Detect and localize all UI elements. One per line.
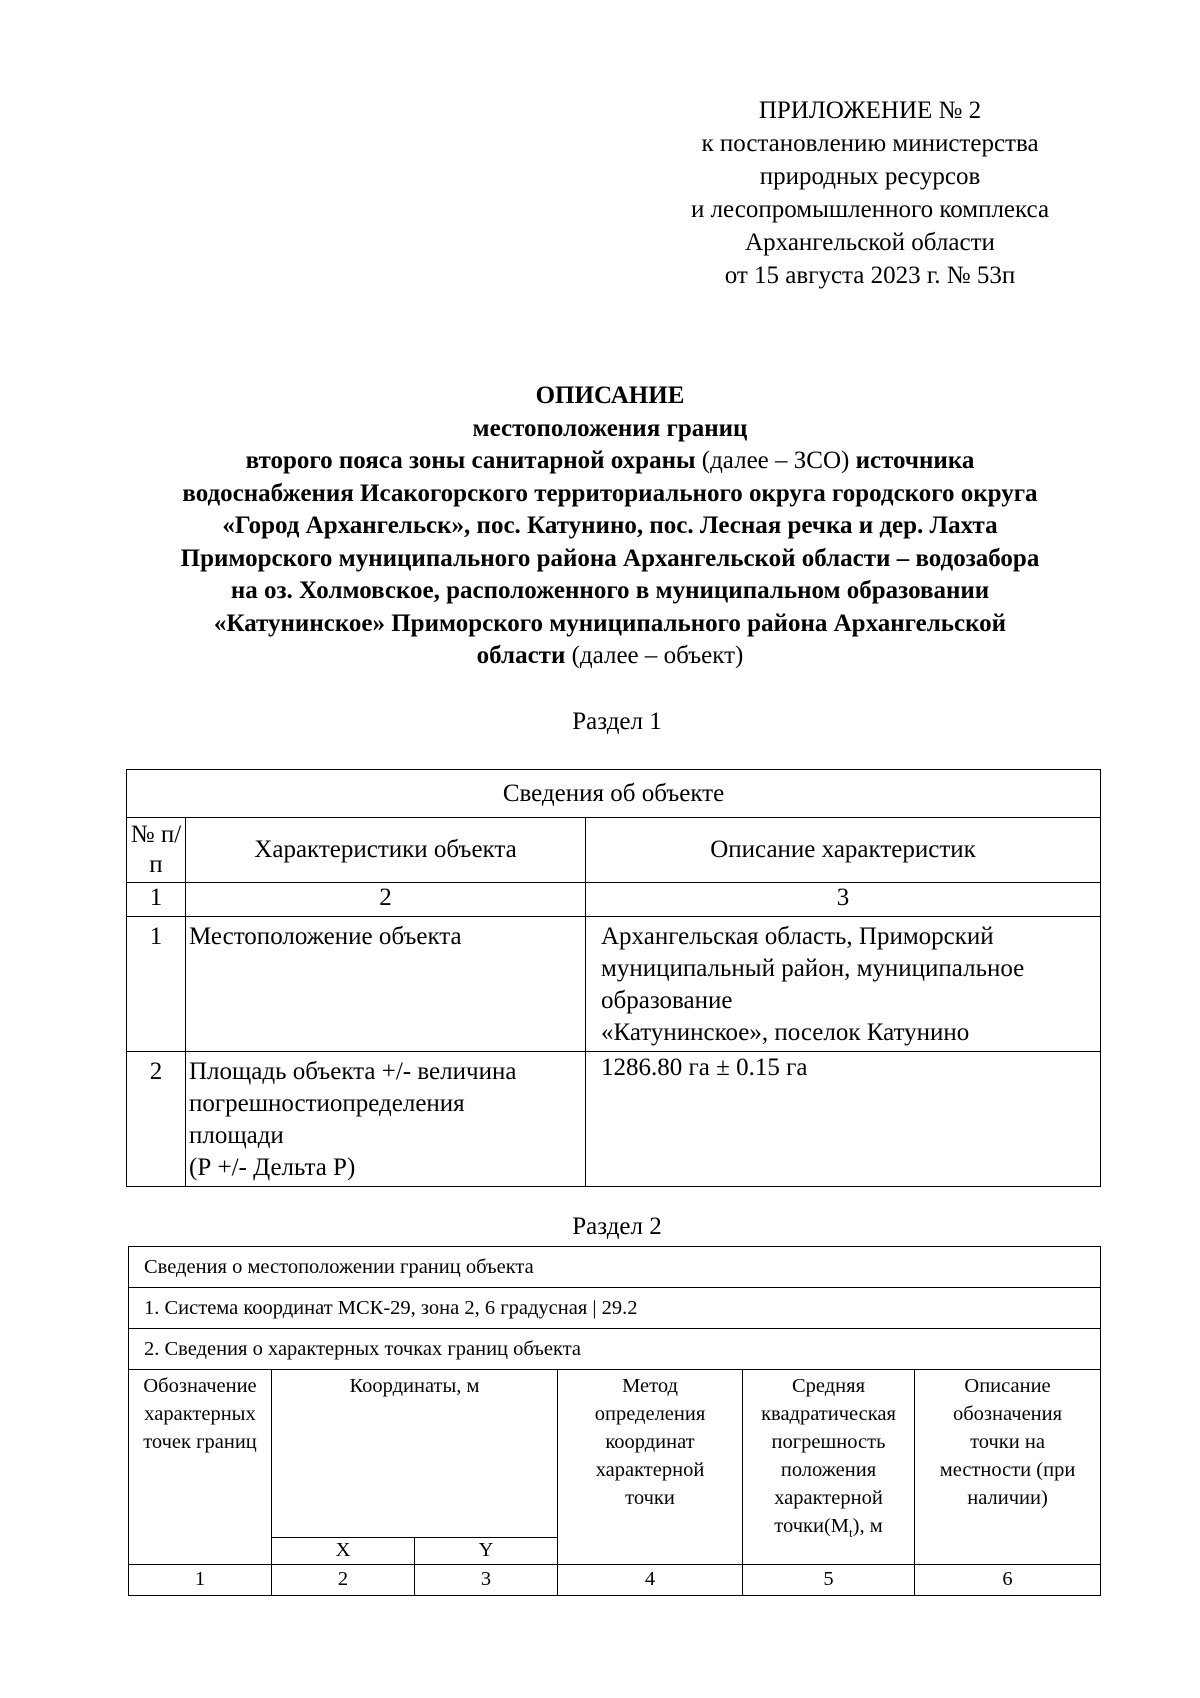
characteristic-line: площади bbox=[189, 1122, 284, 1149]
title-line: «Катунинское» Приморского муниципального района Архангельской bbox=[213, 609, 1007, 637]
title-line: «Город Архангельск», пос. Катунино, пос. Лесная речка и дер. Лахта bbox=[222, 512, 998, 539]
title-line bbox=[118, 445, 1102, 478]
characteristic-line: Площадь объекта +/- величина bbox=[189, 1058, 517, 1085]
title-line bbox=[118, 640, 1102, 673]
table-row bbox=[127, 917, 1101, 1052]
header-subscript: t bbox=[849, 1525, 853, 1541]
section-2-label: Раздел 2 bbox=[572, 1213, 662, 1240]
column-number: 1 bbox=[129, 1565, 272, 1596]
column-header-characteristic: Характеристики объекта bbox=[186, 818, 586, 883]
header-line: характерных bbox=[144, 1403, 256, 1425]
header-line: характерной bbox=[774, 1487, 883, 1509]
column-header-description bbox=[915, 1370, 1101, 1565]
column-header-designation bbox=[129, 1370, 272, 1565]
header-line: определения bbox=[594, 1403, 706, 1425]
header-line bbox=[743, 1512, 914, 1547]
appendix-line: к постановлению министерства bbox=[701, 130, 1039, 157]
column-number: 1 bbox=[127, 883, 186, 917]
description-line: «Катунинское», поселок Катунино bbox=[601, 1019, 970, 1046]
column-number: 2 bbox=[272, 1565, 415, 1596]
title-fragment: (далее – объект) bbox=[565, 642, 744, 669]
appendix-header bbox=[650, 94, 1090, 292]
characteristic-line: погрешностиопределения bbox=[189, 1090, 465, 1117]
appendix-line: и лесопромышленного комплекса bbox=[690, 196, 1050, 223]
title-line: ОПИСАНИЕ bbox=[535, 382, 685, 409]
characteristic-cell: Местоположение объекта bbox=[186, 917, 586, 1052]
object-info-table bbox=[126, 769, 1101, 1187]
header-line: характерной bbox=[595, 1459, 705, 1481]
title-fragment: (далее – ЗСО) bbox=[695, 447, 856, 474]
description-line: образование bbox=[601, 987, 733, 1014]
characteristic-line: (Р +/- Дельта Р) bbox=[189, 1154, 356, 1181]
header-line: точки bbox=[625, 1487, 675, 1509]
description-cell: 1286.80 га ± 0.15 га bbox=[586, 1052, 1101, 1187]
title-line: водоснабжения Исакогорского территориального округа городского округа bbox=[182, 479, 1038, 507]
header-line: точек границ bbox=[143, 1431, 257, 1453]
header-line: положения bbox=[780, 1459, 877, 1481]
characteristic-cell bbox=[186, 1052, 586, 1187]
title-line: местоположения границ bbox=[472, 414, 748, 442]
header-line: Средняя bbox=[791, 1375, 865, 1397]
description-cell bbox=[586, 917, 1101, 1052]
description-line: муниципальный район, муниципальное bbox=[601, 955, 1025, 982]
header-line: наличии) bbox=[967, 1487, 1048, 1509]
appendix-line: ПРИЛОЖЕНИЕ № 2 bbox=[758, 97, 982, 124]
description-line: Архангельская область, Приморский bbox=[601, 923, 994, 950]
title-fragment: области bbox=[476, 642, 566, 669]
column-number: 3 bbox=[415, 1565, 558, 1596]
header-line: обозначения bbox=[952, 1403, 1063, 1425]
table-title: Сведения о местоположении границ объекта bbox=[129, 1247, 1101, 1288]
header-line: Метод bbox=[622, 1375, 678, 1397]
row-number: 2 bbox=[127, 1052, 186, 1187]
column-header-y: Y bbox=[415, 1538, 558, 1565]
header-line: квадратическая bbox=[761, 1403, 896, 1425]
appendix-line: Архангельской области bbox=[745, 229, 995, 256]
table-row bbox=[127, 1052, 1101, 1187]
column-number: 4 bbox=[558, 1565, 743, 1596]
header-line: точки на bbox=[970, 1431, 1045, 1453]
title-fragment: источника bbox=[855, 447, 975, 474]
column-header-coordinates: Координаты, м bbox=[272, 1370, 558, 1538]
row-number: 1 bbox=[127, 917, 186, 1052]
column-header-x: X bbox=[272, 1538, 415, 1565]
column-number: 6 bbox=[915, 1565, 1101, 1596]
column-number: 5 bbox=[743, 1565, 915, 1596]
column-header-description: Описание характеристик bbox=[586, 818, 1101, 883]
header-line: местности (при bbox=[939, 1459, 1076, 1481]
title-line: на оз. Холмовское, расположенного в муниципальном образовании bbox=[230, 577, 990, 604]
header-line: погрешность bbox=[771, 1431, 886, 1453]
column-header-error bbox=[743, 1370, 915, 1565]
header-fragment: точки(М bbox=[774, 1515, 849, 1537]
column-number: 3 bbox=[586, 883, 1101, 917]
column-header-number: № п/п bbox=[127, 818, 186, 883]
appendix-line: природных ресурсов bbox=[759, 163, 981, 190]
header-line: Обозначение bbox=[143, 1375, 257, 1397]
points-info-row: 2. Сведения о характерных точках границ объекта bbox=[129, 1329, 1101, 1370]
header-line: координат bbox=[605, 1431, 695, 1453]
column-header-method bbox=[558, 1370, 743, 1565]
title-line: Приморского муниципального района Архангельской области – водозабора bbox=[180, 544, 1040, 572]
section-1-label: Раздел 1 bbox=[572, 708, 662, 735]
document-title bbox=[118, 380, 1102, 673]
appendix-line: от 15 августа 2023 г. № 53п bbox=[724, 262, 1016, 289]
coordinate-system-row: 1. Система координат МСК-29, зона 2, 6 градусная | 29.2 bbox=[129, 1288, 1101, 1329]
title-fragment: второго пояса зоны санитарной охраны bbox=[245, 447, 696, 474]
header-line: Описание bbox=[964, 1375, 1051, 1397]
header-fragment: ), м bbox=[852, 1515, 883, 1537]
table-title: Сведения об объекте bbox=[127, 770, 1101, 818]
boundary-points-table bbox=[128, 1246, 1101, 1596]
column-number: 2 bbox=[186, 883, 586, 917]
